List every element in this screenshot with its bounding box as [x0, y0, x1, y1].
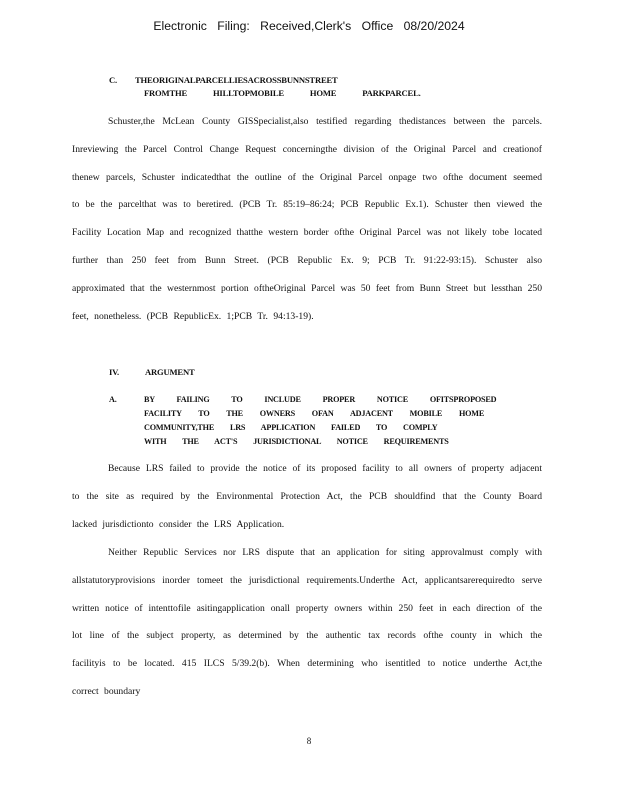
paragraph-schuster	[72, 108, 542, 330]
section-a-line-1: BY FAILING TO INCLUDE PROPER NOTICE OFITSPROPOSED	[144, 395, 497, 404]
section-c-heading	[109, 74, 489, 102]
section-a-line-2: FACILITY TO THE OWNERS OFAN ADJACENT MOBILE HOME	[144, 409, 485, 418]
paragraph-because-text: Because LRS failed to provide the notice of its proposed facility to all owners of property adjacent to the site as required by the Environmental Protection Act, the PCB shouldfind that the County Board lacked jurisdictionto consider the LRS Application.	[72, 463, 542, 530]
section-c-line-2: FROMTHE HILLTOPMOBILE HOME PARKPARCEL.	[144, 88, 421, 98]
page-number: 8	[306, 736, 312, 746]
section-c-label: C.	[109, 75, 117, 85]
section-a-label: A.	[109, 395, 117, 404]
section-c-title	[135, 74, 475, 100]
section-a-title	[144, 393, 497, 449]
paragraph-neither	[72, 539, 542, 706]
paragraph-because	[72, 455, 542, 538]
paragraph-schuster-text: Schuster,the McLean County GISSpecialist,also testified regarding thedistances between the parcels. Inreviewing the Parcel Control Change Request concerningthe division of the Original Parcel and creationof thenew parcels, Schuster indicatedthat the outline of the Original Parcel onpage two ofthe document seemed to be the parcelthat was to beretired. (PCB Tr. 85:19–86:24; PCB Republic Ex.1). Schuster then viewed the Facility Location Map and recognized thatthe western border ofthe Original Parcel was not likely tobe located further than 250 feet from Bunn Street. (PCB Republic Ex. 9; PCB Tr. 91:22-93:15). Schuster also approximated that the westernmost portion oftheOriginal Parcel was 50 feet from Bunn Street but lessthan 250 feet, nonetheless. (PCB RepublicEx. 1;PCB Tr. 94:13-19).	[72, 116, 542, 322]
section-iv-title: ARGUMENT	[145, 367, 195, 377]
section-iv-heading	[109, 366, 309, 380]
filing-header: Electronic Filing: Received,Clerk's Office 08/20/2024	[153, 19, 465, 33]
section-a-heading	[109, 393, 509, 449]
paragraph-neither-text: Neither Republic Services nor LRS dispute that an application for siting approvalmust comply with allstatutoryprovisions inorder tomeet the jurisdictional requirements.Underthe Act, applicantsarerequiredto serve written notice of intenttofile asitingapplication onall property owners within 250 feet in each direction of the lot line of the subject property, as determined by the authentic tax records ofthe county in which the facilityis to be located. 415 ILCS 5/39.2(b). When determining who isentitled to notice underthe Act,the correct boundary	[72, 547, 542, 697]
section-c-line-1: THEORIGINALPARCELLIESACROSSBUNNSTREET	[135, 75, 338, 85]
section-iv-label: IV.	[109, 367, 119, 377]
section-a-line-4: WITH THE ACT'S JURISDICTIONAL NOTICE REQUIREMENTS	[144, 437, 449, 446]
section-a-line-3: COMMUNITY,THE LRS APPLICATION FAILED TO COMPLY	[144, 423, 438, 432]
